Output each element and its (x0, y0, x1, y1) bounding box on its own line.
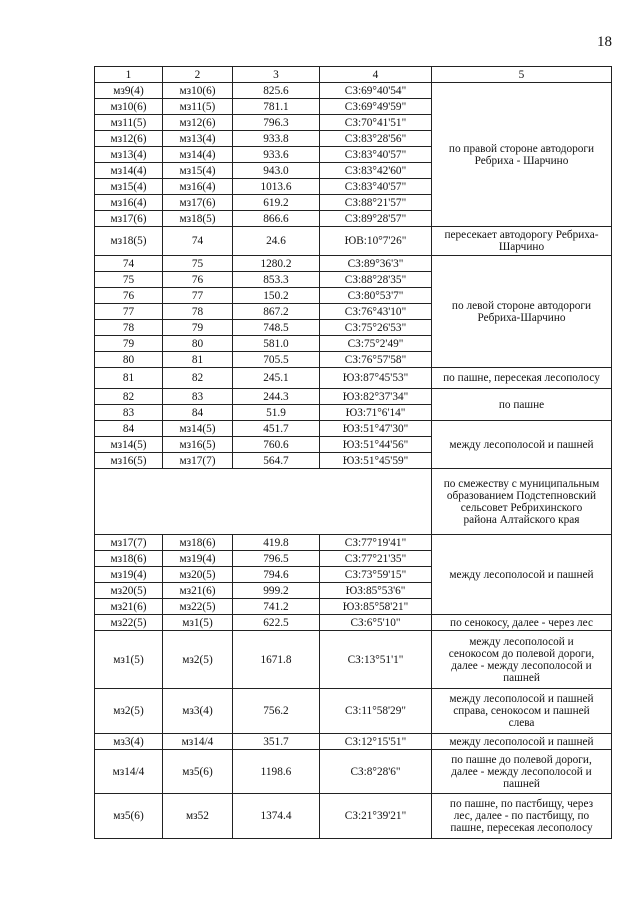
description: пересекает автодорогу Ребриха- Шарчино (432, 227, 612, 256)
length: 781.1 (233, 99, 320, 115)
length: 748.5 (233, 320, 320, 336)
length: 150.2 (233, 288, 320, 304)
to-point: 83 (163, 389, 233, 405)
length: 866.6 (233, 211, 320, 227)
length: 760.6 (233, 437, 320, 453)
to-point: мз18(6) (163, 535, 233, 551)
to-point: 79 (163, 320, 233, 336)
bearing: ЮЗ:51°47'30" (320, 421, 432, 437)
bearing: СЗ:88°28'35" (320, 272, 432, 288)
bearing: СЗ:73°59'15" (320, 567, 432, 583)
length: 825.6 (233, 83, 320, 99)
table-row (95, 368, 612, 389)
from-point: мз3(4) (95, 734, 163, 750)
from-point: мз1(5) (95, 631, 163, 689)
to-point: мз2(5) (163, 631, 233, 689)
to-point: мз18(5) (163, 211, 233, 227)
bearing: ЮЗ:82°37'34" (320, 389, 432, 405)
description: по пашне, пересекая лесополосу (432, 368, 612, 389)
to-point: 74 (163, 227, 233, 256)
table-row (95, 734, 612, 750)
bearing: СЗ:76°57'58" (320, 352, 432, 368)
length: 853.3 (233, 272, 320, 288)
from-point: 74 (95, 256, 163, 272)
bearing: ЮВ:10°7'26" (320, 227, 432, 256)
length: 581.0 (233, 336, 320, 352)
from-point: 80 (95, 352, 163, 368)
from-point: 82 (95, 389, 163, 405)
bearing: СЗ:69°49'59" (320, 99, 432, 115)
table-row (95, 689, 612, 734)
from-point: мз16(4) (95, 195, 163, 211)
from-point: мз12(6) (95, 131, 163, 147)
from-point: мз20(5) (95, 583, 163, 599)
to-point: 77 (163, 288, 233, 304)
to-point: мз16(5) (163, 437, 233, 453)
page-number: 18 (597, 34, 612, 50)
length: 933.8 (233, 131, 320, 147)
bearing: СЗ:11°58'29" (320, 689, 432, 734)
length: 1280.2 (233, 256, 320, 272)
from-point: 84 (95, 421, 163, 437)
from-point: 81 (95, 368, 163, 389)
length: 419.8 (233, 535, 320, 551)
bearing: ЮЗ:51°44'56" (320, 437, 432, 453)
length: 741.2 (233, 599, 320, 615)
to-point: мз3(4) (163, 689, 233, 734)
bearing: ЮЗ:87°45'53" (320, 368, 432, 389)
bearing: СЗ:75°26'53" (320, 320, 432, 336)
from-point: 78 (95, 320, 163, 336)
bearing: СЗ:76°43'10" (320, 304, 432, 320)
to-point: 78 (163, 304, 233, 320)
column-header-4: 4 (320, 67, 432, 83)
length: 351.7 (233, 734, 320, 750)
length: 756.2 (233, 689, 320, 734)
header-row (95, 67, 612, 83)
from-point: 83 (95, 405, 163, 421)
bearing: СЗ:69°40'54" (320, 83, 432, 99)
to-point: 80 (163, 336, 233, 352)
description: по правой стороне автодороги Ребриха - Шарчино (432, 83, 612, 227)
length: 245.1 (233, 368, 320, 389)
from-point: 75 (95, 272, 163, 288)
description: по пашне до полевой дороги, далее - между лесополосой и пашней (432, 750, 612, 794)
bearing: СЗ:89°28'57" (320, 211, 432, 227)
bearing: СЗ:75°2'49" (320, 336, 432, 352)
description: между лесополосой и пашней (432, 535, 612, 615)
bearing: СЗ:12°15'51" (320, 734, 432, 750)
table-row (95, 83, 612, 99)
bearing: ЮЗ:51°45'59" (320, 453, 432, 469)
from-point: мз2(5) (95, 689, 163, 734)
from-point: мз18(5) (95, 227, 163, 256)
to-point: 76 (163, 272, 233, 288)
bearing: СЗ:88°21'57" (320, 195, 432, 211)
column-header-2: 2 (163, 67, 233, 83)
description: между лесополосой и сенокосом до полевой дороги, далее - между лесополосой и пашней (432, 631, 612, 689)
bearing: СЗ:83°28'56" (320, 131, 432, 147)
to-point: мз17(6) (163, 195, 233, 211)
blank-cell (95, 469, 432, 535)
to-point: мз12(6) (163, 115, 233, 131)
bearing: СЗ:8°28'6" (320, 750, 432, 794)
to-point: мз21(6) (163, 583, 233, 599)
from-point: мз21(6) (95, 599, 163, 615)
to-point: мз1(5) (163, 615, 233, 631)
from-point: мз14(4) (95, 163, 163, 179)
to-point: мз5(6) (163, 750, 233, 794)
to-point: мз14/4 (163, 734, 233, 750)
table-row (95, 389, 612, 405)
from-point: мз9(4) (95, 83, 163, 99)
to-point: 81 (163, 352, 233, 368)
table-row (95, 750, 612, 794)
from-point: мз15(4) (95, 179, 163, 195)
table-row (95, 256, 612, 272)
bearing: СЗ:83°40'57" (320, 147, 432, 163)
to-point: 84 (163, 405, 233, 421)
table-row (95, 631, 612, 689)
length: 1671.8 (233, 631, 320, 689)
table-row (95, 421, 612, 437)
length: 564.7 (233, 453, 320, 469)
length: 622.5 (233, 615, 320, 631)
column-header-3: 3 (233, 67, 320, 83)
from-point: мз19(4) (95, 567, 163, 583)
column-header-5: 5 (432, 67, 612, 83)
bearing: СЗ:77°19'41" (320, 535, 432, 551)
to-point: мз11(5) (163, 99, 233, 115)
length: 794.6 (233, 567, 320, 583)
to-point: мз14(5) (163, 421, 233, 437)
description: по сенокосу, далее - через лес (432, 615, 612, 631)
from-point: мз14/4 (95, 750, 163, 794)
from-point: мз18(6) (95, 551, 163, 567)
description: между лесополосой и пашней (432, 734, 612, 750)
bearing: СЗ:83°42'60" (320, 163, 432, 179)
length: 24.6 (233, 227, 320, 256)
to-point: мз22(5) (163, 599, 233, 615)
to-point: мз20(5) (163, 567, 233, 583)
from-point: 79 (95, 336, 163, 352)
length: 1198.6 (233, 750, 320, 794)
to-point: 82 (163, 368, 233, 389)
to-point: мз10(6) (163, 83, 233, 99)
bearing: СЗ:83°40'57" (320, 179, 432, 195)
from-point: мз17(6) (95, 211, 163, 227)
bearing: ЮЗ:71°6'14" (320, 405, 432, 421)
from-point: 76 (95, 288, 163, 304)
table-row (95, 469, 612, 535)
from-point: 77 (95, 304, 163, 320)
to-point: мз52 (163, 794, 233, 839)
from-point: мз14(5) (95, 437, 163, 453)
to-point: мз19(4) (163, 551, 233, 567)
from-point: мз5(6) (95, 794, 163, 839)
length: 796.3 (233, 115, 320, 131)
length: 1013.6 (233, 179, 320, 195)
length: 1374.4 (233, 794, 320, 839)
length: 705.5 (233, 352, 320, 368)
from-point: мз10(6) (95, 99, 163, 115)
length: 933.6 (233, 147, 320, 163)
bearing: СЗ:21°39'21" (320, 794, 432, 839)
from-point: мз16(5) (95, 453, 163, 469)
to-point: мз14(4) (163, 147, 233, 163)
table-row (95, 615, 612, 631)
length: 796.5 (233, 551, 320, 567)
from-point: мз11(5) (95, 115, 163, 131)
from-point: мз22(5) (95, 615, 163, 631)
table-row (95, 794, 612, 839)
length: 867.2 (233, 304, 320, 320)
bearing: СЗ:13°51'1" (320, 631, 432, 689)
description: между лесополосой и пашней справа, сенокосом и пашней слева (432, 689, 612, 734)
table-row (95, 227, 612, 256)
from-point: мз17(7) (95, 535, 163, 551)
bearing: СЗ:77°21'35" (320, 551, 432, 567)
description: по смежеству с муниципальным образованием Подстепновский сельсовет Ребрихинского района Алтайского края (432, 469, 612, 535)
bearing: ЮЗ:85°58'21" (320, 599, 432, 615)
to-point: мз16(4) (163, 179, 233, 195)
to-point: 75 (163, 256, 233, 272)
column-header-1: 1 (95, 67, 163, 83)
bearing: СЗ:89°36'3" (320, 256, 432, 272)
description: по пашне (432, 389, 612, 421)
table-row (95, 535, 612, 551)
length: 619.2 (233, 195, 320, 211)
description: по пашне, по пастбищу, через лес, далее - по пастбищу, по пашне, пересекая лесополосу (432, 794, 612, 839)
length: 999.2 (233, 583, 320, 599)
bearing: СЗ:70°41'51" (320, 115, 432, 131)
to-point: мз15(4) (163, 163, 233, 179)
bearing: СЗ:80°53'7" (320, 288, 432, 304)
to-point: мз17(7) (163, 453, 233, 469)
length: 51.9 (233, 405, 320, 421)
description: между лесополосой и пашней (432, 421, 612, 469)
length: 451.7 (233, 421, 320, 437)
length: 943.0 (233, 163, 320, 179)
bearing: ЮЗ:85°53'6" (320, 583, 432, 599)
length: 244.3 (233, 389, 320, 405)
to-point: мз13(4) (163, 131, 233, 147)
boundary-table (94, 66, 612, 839)
description: по левой стороне автодороги Ребриха-Шарчино (432, 256, 612, 368)
from-point: мз13(4) (95, 147, 163, 163)
bearing: СЗ:6°5'10" (320, 615, 432, 631)
